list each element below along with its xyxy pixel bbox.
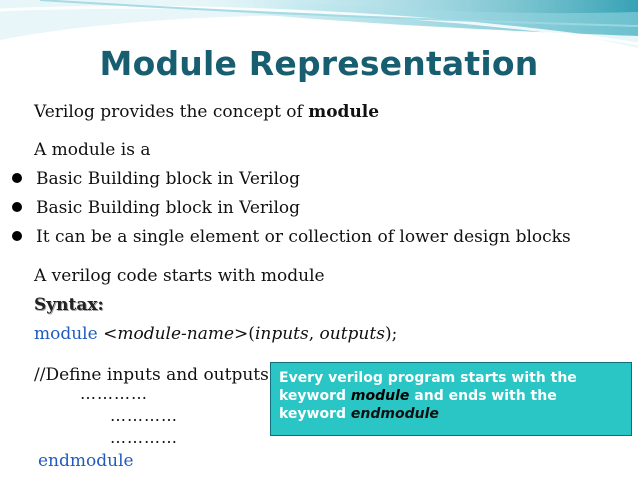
dots-line-2: ………… xyxy=(110,406,178,425)
callout-keyword-module: module xyxy=(350,388,410,404)
close-paren: ); xyxy=(384,324,398,344)
bullet-icon xyxy=(12,202,22,212)
bullet-text-2: Basic Building block in Verilog xyxy=(36,198,301,218)
bullet-icon xyxy=(12,173,22,183)
outputs-placeholder: outputs xyxy=(319,324,385,344)
inputs-placeholder: inputs xyxy=(254,324,309,344)
bullet-item-3 xyxy=(12,226,571,248)
intro-text: Verilog provides the concept of xyxy=(34,102,309,122)
bullet-text-3: It can be a single element or collection of lower design blocks xyxy=(36,227,571,247)
bullet-icon xyxy=(12,231,22,241)
module-name-placeholder: module-name xyxy=(117,324,235,344)
dots-line-3: ………… xyxy=(110,428,178,447)
dots-line-1: ………… xyxy=(80,384,148,403)
close-angle-open-paren: >( xyxy=(234,324,255,344)
code-start-line: A verilog code starts with module xyxy=(34,266,325,286)
endmodule-keyword: endmodule xyxy=(38,451,134,471)
callout-keyword-endmodule: endmodule xyxy=(350,406,439,422)
module-is-line: A module is a xyxy=(34,140,151,160)
define-comment-line: //Define inputs and outputs xyxy=(34,365,269,385)
callout-text-1: Every verilog program starts with the keyword xyxy=(279,370,577,404)
slide-title: Module Representation xyxy=(99,44,539,83)
comma: , xyxy=(308,324,320,344)
module-declaration-line xyxy=(34,323,397,345)
bullet-text-1: Basic Building block in Verilog xyxy=(36,169,301,189)
open-angle: < xyxy=(97,324,118,344)
bullet-item-2 xyxy=(12,197,300,219)
callout-note xyxy=(270,362,632,436)
bullet-item-1 xyxy=(12,168,300,190)
callout-text-2: and ends with the keyword xyxy=(279,388,557,422)
syntax-label: Syntax: xyxy=(34,295,104,315)
intro-bold-keyword: module xyxy=(308,102,380,122)
module-keyword: module xyxy=(34,324,98,344)
intro-line xyxy=(34,101,379,123)
